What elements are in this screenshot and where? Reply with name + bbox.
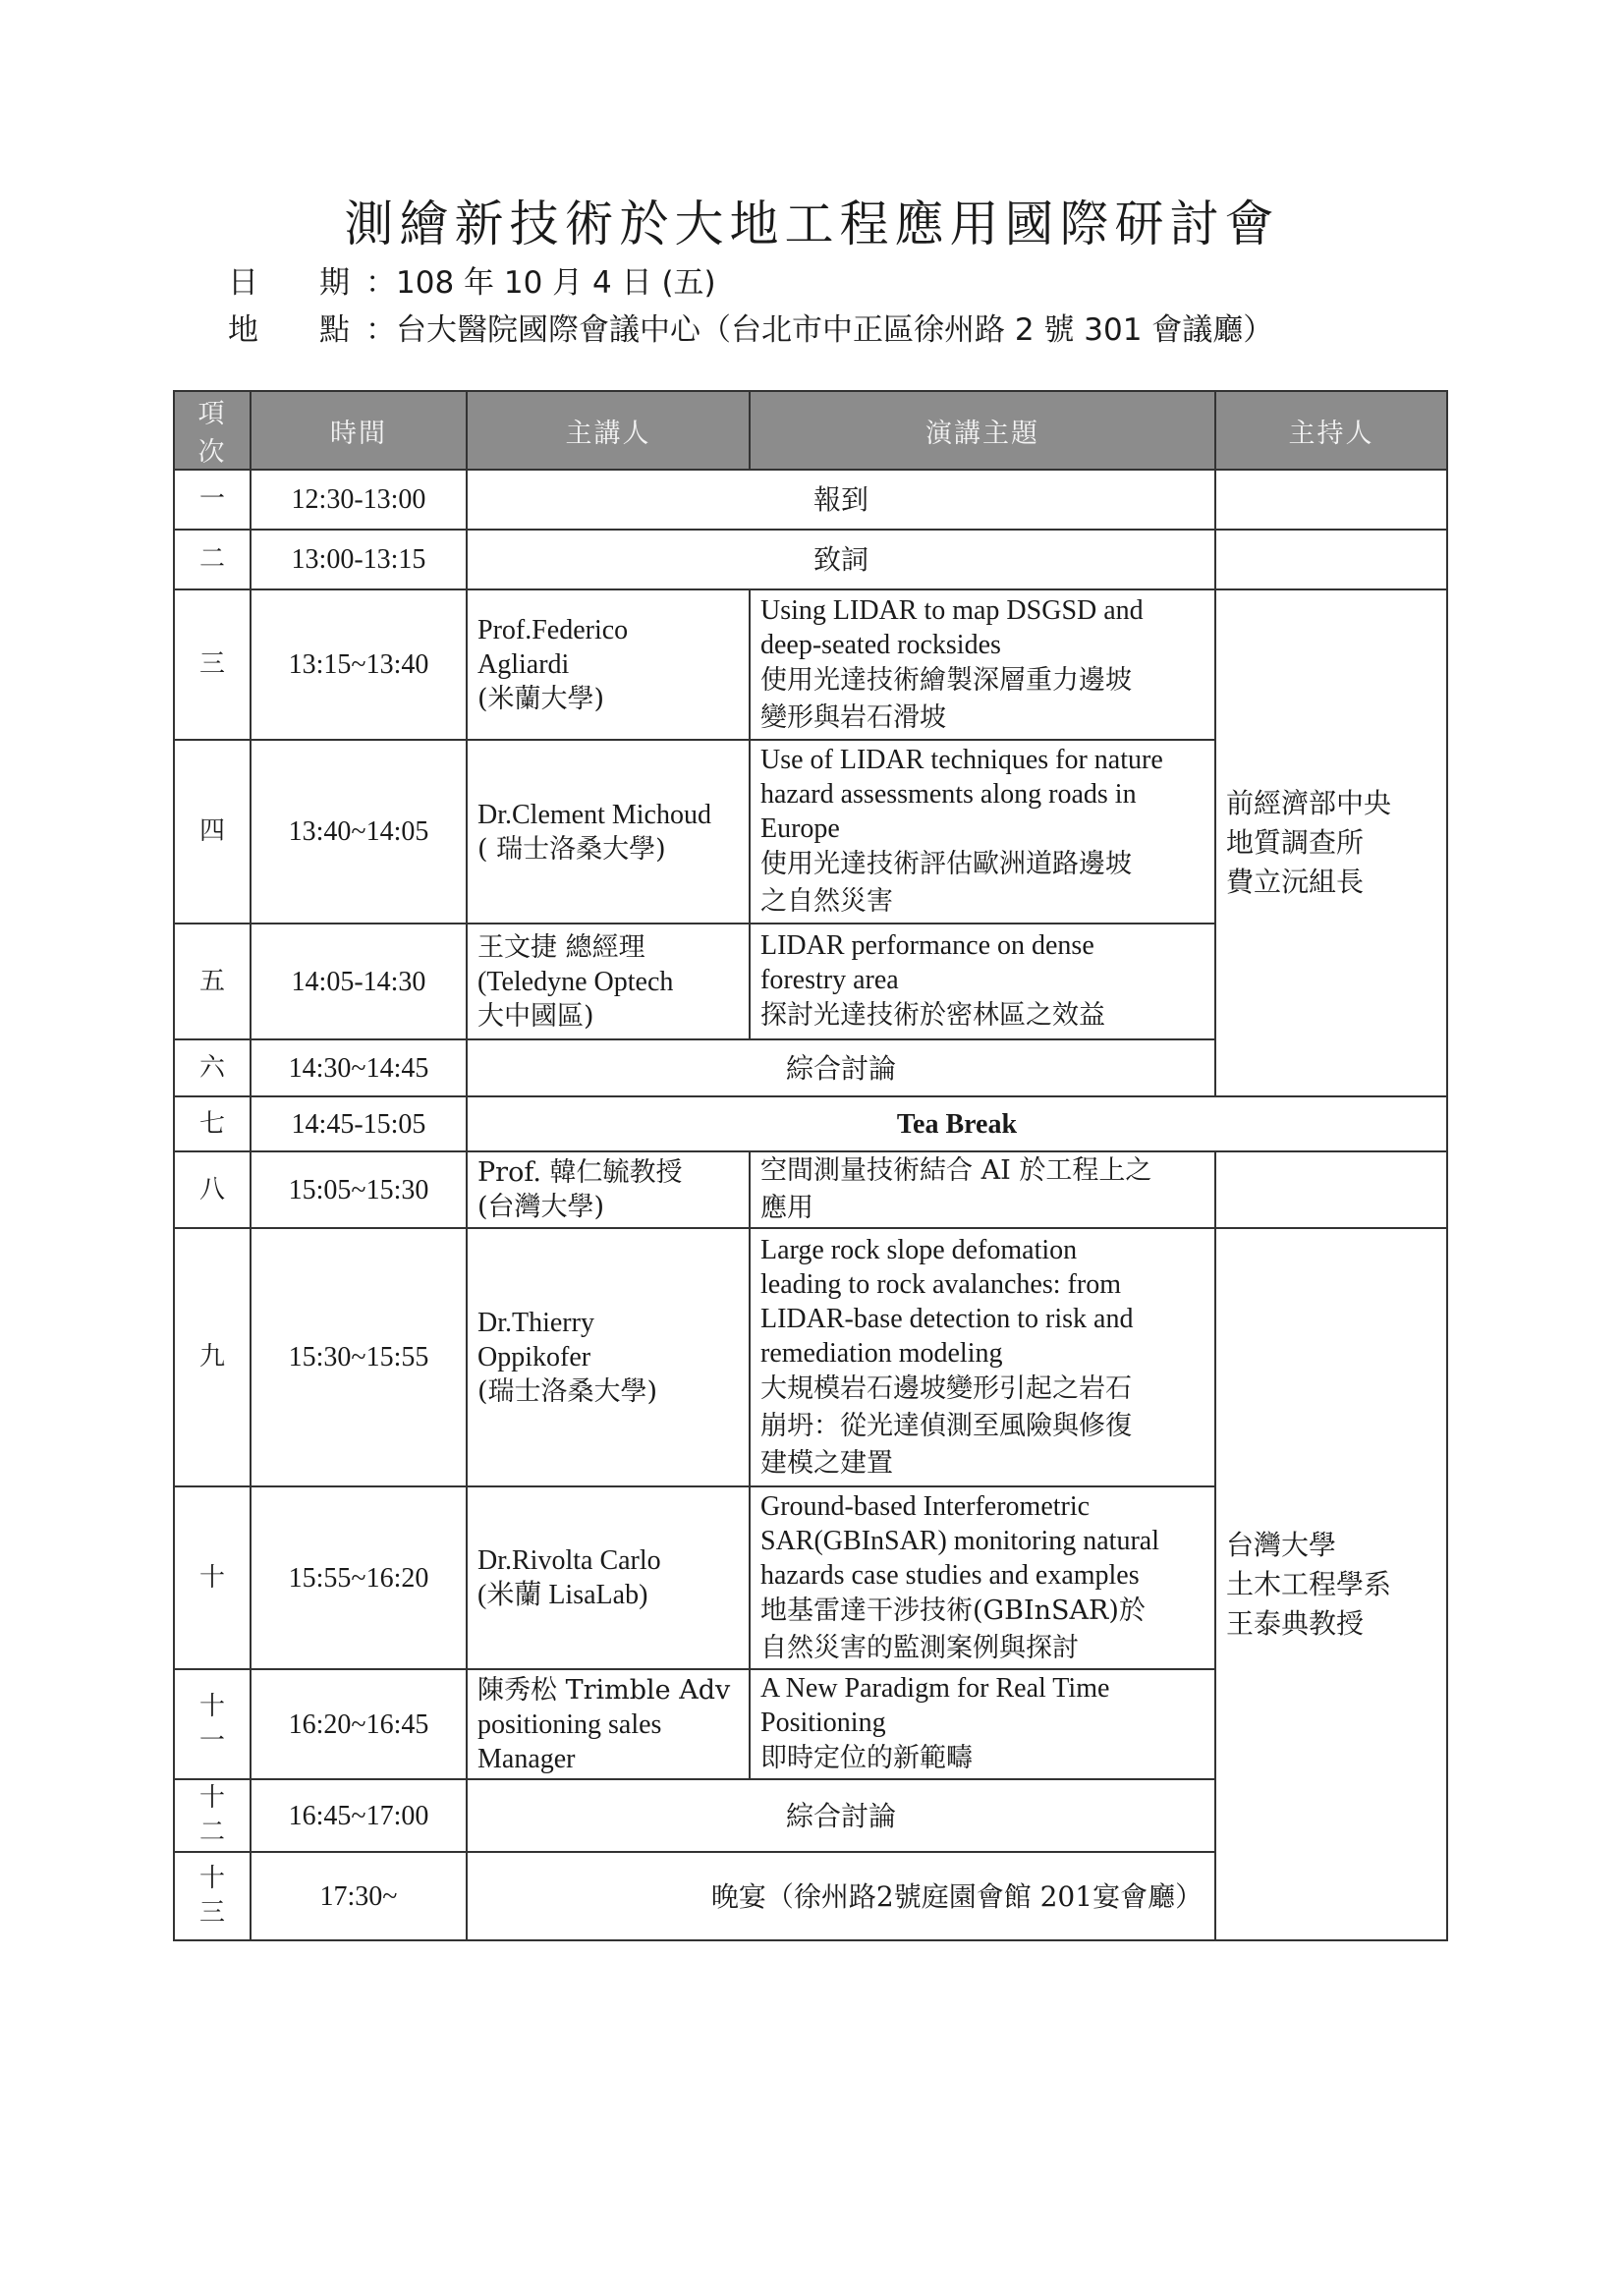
header-topic: 演講主題 (750, 391, 1215, 470)
host-line: 費立沅組長 (1226, 866, 1365, 898)
date-colon: ： (365, 265, 396, 301)
topic-en-line: Using LIDAR to map DSGSD and (760, 594, 1144, 626)
host-line: 台灣大學 (1226, 1528, 1337, 1561)
topic-cell (750, 1228, 1215, 1486)
topic-en-line: A New Paradigm for Real Time (760, 1673, 1110, 1704)
location-colon: ： (365, 312, 396, 348)
speaker-cell (467, 740, 750, 924)
table-row (174, 1151, 1447, 1228)
speaker-line: Dr.Clement Michoud (477, 799, 711, 830)
item-number: 十 (174, 1486, 251, 1669)
time-cell: 16:45~17:00 (251, 1779, 467, 1852)
time-cell: 13:00-13:15 (251, 530, 467, 589)
topic-en-line: Positioning (760, 1708, 886, 1738)
time-cell: 16:20~16:45 (251, 1669, 467, 1779)
topic-cell (750, 924, 1215, 1039)
speaker-line: Prof. 韓仁毓教授 (477, 1157, 683, 1188)
item-number: 一 (174, 470, 251, 530)
speaker-cell (467, 589, 750, 740)
header-speaker: 主講人 (467, 391, 750, 470)
time-cell: 17:30~ (251, 1852, 467, 1940)
host-cell (1215, 1228, 1447, 1940)
table-row (174, 1228, 1447, 1486)
topic-zh-line: 即時定位的新範疇 (760, 1743, 973, 1773)
topic-cell (750, 589, 1215, 740)
topic-zh-line: 之自然災害 (760, 886, 893, 917)
host-cell-empty (1215, 1151, 1447, 1228)
topic-zh-line: 使用光達技術繪製深層重力邊坡 (760, 664, 1132, 696)
table-row (174, 470, 1447, 530)
topic-en-line: hazards case studies and examples (760, 1559, 1140, 1591)
topic-cell (750, 740, 1215, 924)
time-cell: 15:30~15:55 (251, 1228, 467, 1486)
time-cell: 14:45-15:05 (251, 1096, 467, 1151)
session-cell: 致詞 (467, 530, 1215, 589)
topic-en-line: Europe (760, 813, 840, 844)
speaker-line: (瑞士洛桑大學) (477, 1376, 658, 1407)
item-number-line: 十 (198, 1783, 225, 1813)
item-number (174, 1779, 251, 1852)
host-cell-empty (1215, 470, 1447, 530)
speaker-line: positioning sales (477, 1708, 662, 1740)
item-number: 七 (174, 1096, 251, 1151)
topic-zh-line: 變形與岩石滑坡 (760, 701, 946, 733)
topic-cell (750, 1151, 1215, 1228)
speaker-line: Prof.Federico (477, 615, 629, 645)
item-number (174, 1852, 251, 1940)
topic-en-line: LIDAR performance on dense (760, 930, 1094, 961)
speaker-line: Oppikofer (477, 1342, 591, 1372)
date-label: 日 期 (228, 265, 350, 301)
banquet-cell: 晚宴（徐州路2號庭園會館 201宴會廳） (467, 1852, 1447, 1940)
speaker-line: Agliardi (477, 649, 570, 680)
item-number-line: 十 (198, 1864, 225, 1893)
event-date (228, 257, 716, 302)
date-value: 108 年 10 月 4 日 (五) (396, 265, 716, 301)
topic-zh-line: 探討光達技術於密林區之效益 (760, 1000, 1105, 1031)
speaker-line: (米蘭大學) (477, 684, 605, 714)
time-cell: 15:55~16:20 (251, 1486, 467, 1669)
topic-en-line: Use of LIDAR techniques for nature (760, 745, 1163, 775)
item-number-line: 一 (198, 1726, 225, 1756)
topic-cell (750, 1486, 1215, 1669)
table-row (174, 530, 1447, 589)
speaker-cell (467, 1228, 750, 1486)
time-cell: 14:30~14:45 (251, 1039, 467, 1096)
item-number-line: 三 (198, 1898, 225, 1928)
time-cell: 15:05~15:30 (251, 1151, 467, 1228)
page-title: 測繪新技術於大地工程應用國際研討會 (344, 196, 1280, 252)
topic-en-line: SAR(GBInSAR) monitoring natural (760, 1525, 1159, 1556)
topic-zh-line: 應用 (760, 1193, 813, 1223)
time-cell: 13:15~13:40 (251, 589, 467, 740)
header-time: 時間 (251, 391, 467, 470)
speaker-line: 大中國區) (477, 1000, 594, 1032)
speaker-line: Dr.Rivolta Carlo (477, 1545, 661, 1576)
topic-en-line: hazard assessments along roads in (760, 779, 1137, 810)
location-value: 台大醫院國際會議中心（台北市中正區徐州路 2 號 301 會議廳） (396, 312, 1274, 348)
speaker-line: 陳秀松 Trimble Adv (477, 1674, 731, 1706)
speaker-line: Manager (477, 1743, 576, 1774)
item-number-line: 十 (198, 1692, 225, 1721)
session-cell: 綜合討論 (467, 1039, 1215, 1096)
item-number-line: 二 (198, 1818, 225, 1847)
topic-cell (750, 1669, 1215, 1779)
topic-zh-line: 自然災害的監測案例與探討 (760, 1632, 1079, 1663)
item-number: 八 (174, 1151, 251, 1228)
header-host: 主持人 (1215, 391, 1447, 470)
event-location (228, 305, 1273, 349)
session-cell: 報到 (467, 470, 1215, 530)
topic-en-line: forestry area (760, 965, 899, 995)
topic-zh-line: 建模之建置 (760, 1447, 893, 1479)
header-item: 項次 (174, 391, 251, 470)
topic-en-line: leading to rock avalanches: from (760, 1268, 1121, 1300)
time-cell: 14:05-14:30 (251, 924, 467, 1039)
speaker-cell (467, 924, 750, 1039)
topic-en-line: LIDAR-base detection to risk and (760, 1303, 1134, 1334)
item-number (174, 1669, 251, 1779)
speaker-cell (467, 1669, 750, 1779)
item-number: 九 (174, 1228, 251, 1486)
topic-zh-line: 空間測量技術結合 AI 於工程上之 (760, 1155, 1152, 1186)
time-cell: 12:30-13:00 (251, 470, 467, 530)
host-line: 土木工程學系 (1226, 1567, 1392, 1600)
table-row (174, 589, 1447, 740)
topic-zh-line: 大規模岩石邊坡變形引起之岩石 (760, 1372, 1132, 1404)
speaker-cell (467, 1486, 750, 1669)
host-line: 王泰典教授 (1226, 1606, 1365, 1640)
table-row (174, 1852, 1447, 1940)
host-line: 地質調查所 (1226, 826, 1365, 859)
speaker-line: (台灣大學) (477, 1192, 605, 1222)
table-row (174, 1096, 1447, 1151)
topic-en-line: remediation modeling (760, 1337, 1003, 1369)
speaker-cell (467, 1151, 750, 1228)
session-cell: 綜合討論 (467, 1779, 1215, 1852)
host-cell (1215, 589, 1447, 1096)
topic-en-line: deep-seated rocksides (760, 629, 1001, 660)
topic-en-line: Ground-based Interferometric (760, 1490, 1091, 1522)
item-number: 二 (174, 530, 251, 589)
speaker-line: (米蘭 LisaLab) (477, 1580, 648, 1610)
topic-zh-line: 地基雷達干涉技術(GBInSAR)於 (760, 1595, 1146, 1626)
host-line: 前經濟部中央 (1226, 787, 1392, 819)
host-cell-empty (1215, 530, 1447, 589)
speaker-line: (Teledyne Optech (477, 966, 674, 997)
topic-zh-line: 使用光達技術評估歐洲道路邊坡 (760, 849, 1132, 879)
tea-break-cell: Tea Break (467, 1096, 1447, 1151)
speaker-line: Dr.Thierry (477, 1308, 594, 1338)
header-row (174, 391, 1447, 470)
location-label: 地 點 (228, 312, 350, 348)
topic-zh-line: 崩坍：從光達偵測至風險與修復 (760, 1410, 1132, 1441)
topic-en-line: Large rock slope defomation (760, 1234, 1078, 1265)
item-number: 四 (174, 740, 251, 924)
item-number: 六 (174, 1039, 251, 1096)
speaker-line: ( 瑞士洛桑大學) (477, 833, 666, 865)
item-number: 五 (174, 924, 251, 1039)
speaker-line: 王文捷 總經理 (477, 931, 645, 963)
time-cell: 13:40~14:05 (251, 740, 467, 924)
item-number: 三 (174, 589, 251, 740)
agenda-table (173, 390, 1448, 1941)
